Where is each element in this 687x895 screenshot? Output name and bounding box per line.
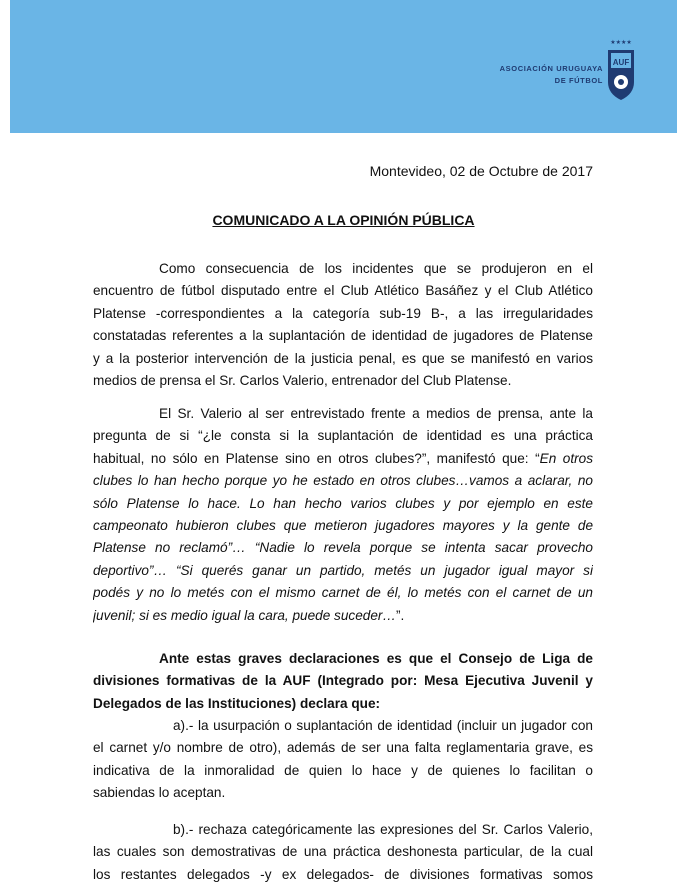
pb-line: b).- rechaza categóricamente las expresiones del Sr. Carlos Valerio,: [173, 822, 593, 837]
pa-line: sabiendas lo aceptan.: [93, 785, 226, 801]
paragraph-valerio-quote: [93, 403, 593, 627]
p2-line-normal: habitual, no sólo en Platense sino en otros clubes?”, manifestó que: “: [93, 450, 540, 466]
quote-last-line: [93, 605, 593, 627]
p1-line: Como consecuencia de los incidentes que se produjeron en el: [159, 261, 593, 276]
paragraph-point-b: [93, 819, 593, 886]
p3-line: Delegados de las Instituciones) declara que:: [93, 695, 381, 711]
quote-line: campeonato hubieron clubes que metieron jugadores mayores y la gente de: [93, 518, 593, 534]
p1-line: y a la posterior intervención de la justicia penal, es que se manifestó en varios: [93, 350, 593, 366]
p2-line-italic: En otros: [539, 450, 593, 466]
document-date: Montevideo, 02 de Octubre de 2017: [369, 163, 593, 179]
pb-line: los restantes delegados -y ex delegados- de divisiones formativas somos: [93, 866, 593, 882]
pa-line: a).- la usurpación o suplantación de identidad (incluir un jugador con: [173, 718, 593, 733]
crest-letters: AUF: [612, 58, 630, 67]
quote-line: clubes lo han hecho porque yo he estado en otros clubes…vamos a aclarar, no: [93, 473, 593, 489]
paragraph-declaration: [93, 648, 593, 715]
p2-line: [93, 448, 593, 470]
quote-line: deportivo”… “Si querés ganar un partido, metés un jugador igual mayor si: [93, 562, 593, 578]
p1-line: encuentro de fútbol disputado entre el Club Atlético Basáñez y el Club Atlético: [93, 283, 593, 299]
crest-stars: ★★★★: [610, 39, 632, 46]
letterhead-band: [10, 0, 677, 133]
pa-line: el carnet y/o nombre de otro), además de ser una falta reglamentaria grave, es: [93, 740, 593, 756]
pb-line: las cuales son demostrativas de una práctica deshonesta particular, de la cual: [93, 844, 593, 860]
quote-line: Platense no reclamó”… “Nadie lo revela porque se intenta sacar provecho: [93, 540, 593, 556]
document-title: COMUNICADO A LA OPINIÓN PÚBLICA: [212, 212, 475, 228]
p1-line: constatadas referentes a la suplantación de identidad de jugadores de Platense: [93, 328, 593, 344]
quote-last-italic: juvenil; si es medio igual la cara, puede suceder…: [93, 607, 397, 623]
quote-last-normal: ”.: [396, 607, 405, 623]
p2-line: El Sr. Valerio al ser entrevistado frente a medios de prensa, ante la: [159, 406, 593, 421]
quote-line: podés y no lo metés con el mismo carnet de él, lo metés con el carnet de un: [93, 585, 593, 601]
p3-line: divisiones formativas de la AUF (Integrado por: Mesa Ejecutiva Juvenil y: [93, 673, 593, 689]
auf-crest-logo: [605, 38, 637, 108]
paragraph-incidents: [93, 258, 593, 392]
p2-line: pregunta de si “¿le consta si la suplantación de identidad es una práctica: [93, 428, 593, 444]
pa-line: indicativa de la inmoralidad de quien lo hace y de quienes lo facilitan o: [93, 762, 593, 778]
p1-line: medios de prensa el Sr. Carlos Valerio, entrenador del Club Platense.: [93, 373, 512, 389]
association-name-line2: DE FÚTBOL: [554, 76, 603, 85]
association-name: [500, 63, 603, 87]
quote-line: sólo Platense lo hace. Lo han hecho varios clubes y por ejemplo en este: [93, 495, 593, 511]
p1-line: Platense -correspondientes a la categoría sub-19 B-, a las irregularidades: [93, 305, 593, 321]
association-name-line1: ASOCIACIÓN URUGUAYA: [499, 64, 603, 73]
paragraph-point-a: [93, 715, 593, 805]
p3-line: Ante estas graves declaraciones es que el Consejo de Liga de: [159, 651, 593, 666]
